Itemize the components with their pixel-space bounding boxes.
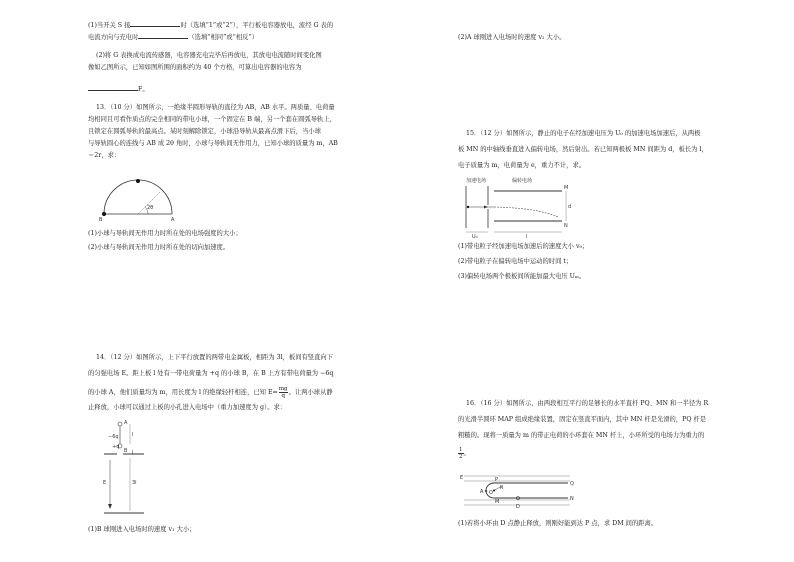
- label-a: A: [171, 217, 175, 222]
- q15-sub2: (2)带电粒子在偏转电场中运动的时间 t；: [458, 258, 573, 265]
- q16-stem-line3: 粗糙的。现将一质量为 m 的带正电荷的小环套在 MN 杆上，小环所受的电场力为重力的: [458, 432, 705, 439]
- q14-stem-line2: 的匀强电场 E。距上板 l 处有一带电荷量为 +q 的小球 B，在 B 上方有带电荷量为 −6q: [88, 370, 334, 377]
- answer-blank[interactable]: [130, 20, 180, 27]
- label-l-2: l: [132, 450, 134, 456]
- label-acc-field: 加速电场: [466, 178, 487, 184]
- label-l-1: l: [132, 432, 134, 438]
- q16-sub1: (1)若将小环由 D 点静止释放，则刚好能到达 P 点，求 DM 间的距离。: [458, 520, 658, 527]
- q15-stem-line1: 15．（12 分）如图所示，静止的电子在经加速电压为 U₀ 的加速电场加速后，从两极: [466, 130, 701, 137]
- q15-stem-line2: 板 MN 的中轴线垂直进入偏转电场，然后射出。若已知两极板 MN 间距为 d，板长为 l，: [458, 146, 708, 153]
- q13-sub2: (2)小球与导轨间无作用力时所在处的切向加速度。: [88, 244, 230, 251]
- label-o: O: [489, 490, 493, 496]
- q16-stem-line1: 16．（16 分）如图所示，由两段相互平行的足够长的水平直杆 PQ、MN 和一半径为 R: [466, 400, 709, 407]
- label-p: P: [495, 477, 499, 483]
- q15-stem-line3: 电子质量为 m，电荷量为 e，重力不计，求。: [458, 162, 586, 169]
- fraction-numerator: 1: [459, 447, 463, 453]
- label-d: d: [568, 204, 572, 210]
- label-3l: 3l: [132, 480, 137, 486]
- label-d: D: [516, 504, 520, 510]
- q15-sub3: (3)偏转电场两个极板间所能加最大电压 Uₘ。: [458, 273, 586, 280]
- q15-sub1: (1)带电粒子经加速电场加速后的速度大小 v₀；: [458, 243, 589, 250]
- q13-stem-line3: 且锁定在圆弧导轨的最高点。某时刻解除锁定，小球沿导轨从最高点滑下后，当小球: [88, 128, 321, 135]
- label-a: A: [124, 420, 128, 426]
- label-charge-b: +q: [112, 444, 120, 450]
- label-m: M: [564, 185, 569, 191]
- q14-stem-line4: 止释放，小球可以通过上板的小孔进入电场中（重力加速度为 g）。求：: [88, 404, 287, 411]
- label-charge-a: −6q: [108, 434, 119, 440]
- answer-blank[interactable]: [138, 32, 188, 39]
- label-l: l: [526, 234, 528, 238]
- label-b: B: [99, 217, 103, 222]
- q13-stem-line2: 均相同且可看作质点的完全相同的带电小球，一个固定在 B 端，另一个套在圆弧导轨上，: [88, 116, 336, 123]
- label-r: R: [500, 485, 504, 491]
- label-e: E: [460, 475, 464, 481]
- q14-sub2: (2)A 球刚进入电场时的速度 v₂ 大小。: [458, 34, 566, 41]
- q12-part1-line1: (1)当开关 S 接 时（选填“1”或“2”），平行板电容器放电，流经 G 表的: [88, 22, 334, 29]
- label-m: M: [495, 499, 500, 505]
- label-u0: U₀: [472, 234, 478, 238]
- fraction-denominator: q: [281, 393, 285, 399]
- label-a: A: [480, 489, 484, 495]
- q16-stem-line4: $\frac{1}{2}$ 。: [459, 447, 470, 460]
- top-ball: [136, 179, 140, 183]
- q13-stem-line1: 13．（10 分）如图所示，一绝缘半圆形导轨的直径为 AB，AB 水平。两质量、电荷量: [96, 104, 335, 111]
- label-n: N: [564, 223, 568, 229]
- label-q: Q: [570, 481, 574, 487]
- label-e: E: [103, 480, 107, 486]
- q13-stem-line4: 与导轨圆心的连线与 AB 成 2θ 角时，小球与导轨间无作用力，已知小球的质量为 m，AB: [88, 140, 338, 147]
- q12-part2-line3: F。: [88, 84, 149, 94]
- q13-stem-line5: ＝2r，求：: [88, 152, 121, 159]
- fixed-ball-b: [102, 212, 106, 216]
- q16-ring-rail-figure: [458, 470, 578, 516]
- label-def-field: 偏转电场: [512, 178, 533, 184]
- q14-plates-figure: [100, 418, 170, 518]
- q14-stem-line3: 的小球 A，他们质量均为 m，用长度为 l 的绝缘轻杆相连，已知 E= $\frac{mg}{q}$ 。让两小球从静: [88, 386, 333, 399]
- answer-blank[interactable]: [88, 84, 138, 91]
- q15-deflection-figure: [458, 176, 578, 238]
- q16-stem-line2: 的光滑半圆环 MAP 组成绝缘装置，固定在竖直平面内，其中 MN 杆是光滑的，PQ 杆是: [458, 416, 707, 423]
- q12-part2-line2: 像如乙图所示，已知如图所围的面积约为 40 个方格，可算出电容器的电容为: [88, 64, 302, 71]
- label-angle: 2θ: [147, 205, 154, 211]
- q13-semicircle-figure: [96, 172, 176, 222]
- q14-stem-line1: 14．（12 分）如图所示，上下平行放置的两带电金属板，相距为 3l，板间有竖直向下: [96, 354, 333, 361]
- q12-part2-line1: (2)将 G 表换成电流传感器，电容器充电完毕后再放电，其放电电流随时间变化图: [96, 52, 322, 59]
- fraction-denominator: 2: [459, 454, 463, 460]
- q14-sub1: (1)B 球刚进入电场时的速度 v₁ 大小；: [88, 526, 196, 533]
- label-b: B: [124, 448, 128, 454]
- fraction-numerator: mg: [278, 386, 288, 392]
- label-n: N: [570, 496, 574, 502]
- q12-part1-line2: 电流方向与充电时 （选填“相同”或“相反”）: [88, 34, 258, 41]
- ball-a: [118, 422, 122, 426]
- q13-sub1: (1)小球与导轨间无作用力时所在处的电场强度的大小；: [88, 230, 242, 237]
